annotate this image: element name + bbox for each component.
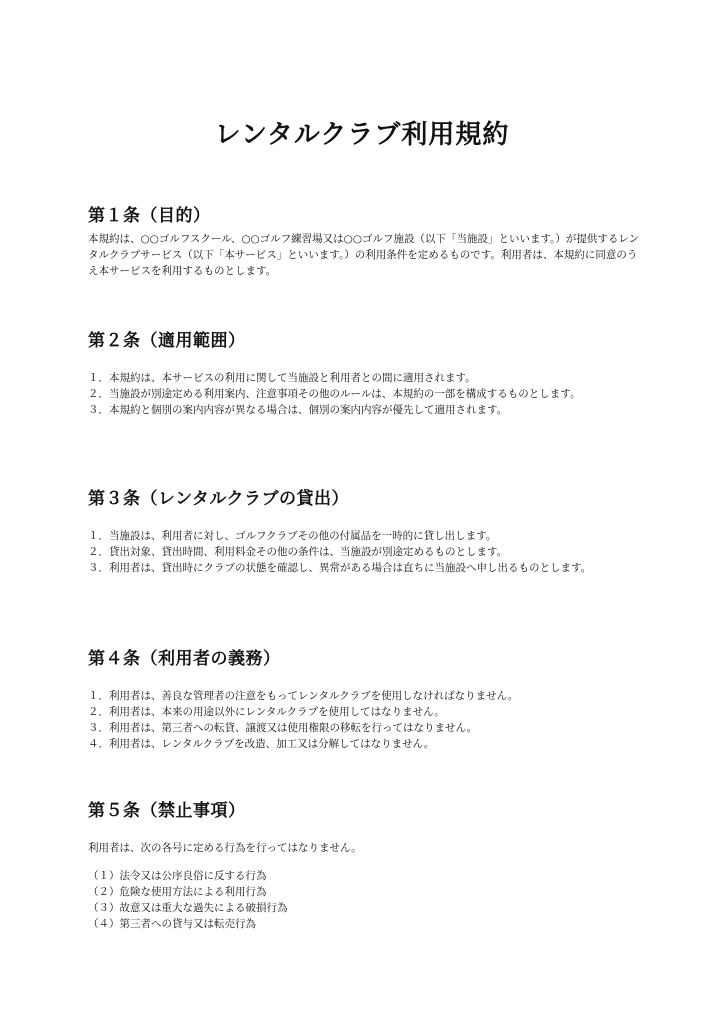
article-5-list xyxy=(88,868,640,932)
article-1 xyxy=(88,205,640,279)
document-title: レンタルクラブ利用規約 xyxy=(214,120,510,150)
list-item: ３．本規約と個別の案内内容が異なる場合は、個別の案内内容が優先して適用されます。 xyxy=(88,404,508,416)
article-2-heading: 第２条（適用範囲） xyxy=(88,331,246,351)
list-item: ２．当施設が別途定める利用案内、注意事項その他のルールは、本規約の一部を構成するものとします。 xyxy=(88,388,581,400)
list-item: （４）第三者への貸与又は転売行為 xyxy=(88,918,256,930)
article-1-heading: 第１条（目的） xyxy=(88,206,211,226)
list-item: １．本規約は、本サービスの利用に関して当施設と利用者との間に適用されます。 xyxy=(88,372,476,384)
list-item: １．利用者は、善良な管理者の注意をもってレンタルクラブを使用しなければなりません。 xyxy=(88,690,519,702)
article-4-list xyxy=(88,688,640,752)
article-3-list xyxy=(88,528,640,576)
list-item: （１）法令又は公序良俗に反する行為 xyxy=(88,870,267,882)
article-1-body: 本規約は、○○ゴルフスクール、○○ゴルフ練習場又は○○ゴルフ施設（以下「当施設」といいます。）が提供するレンタルクラブサービス（以下「本サービス」といいます。）の利用条件を定めるものです。利用者は、本規約に同意のうえ本サービスを利用するものとします。 xyxy=(88,233,640,277)
article-4 xyxy=(88,648,640,752)
article-3 xyxy=(88,488,640,576)
article-4-heading: 第４条（利用者の義務） xyxy=(88,649,281,669)
article-5-heading: 第５条（禁止事項） xyxy=(88,801,246,821)
article-5-body: 利用者は、次の各号に定める行為を行ってはなりません。 xyxy=(88,842,362,854)
list-item: ２．貸出対象、貸出時間、利用料金その他の条件は、当施設が別途定めるものとします。 xyxy=(88,546,508,558)
article-2 xyxy=(88,330,640,418)
list-item: ３．利用者は、第三者への転貸、譲渡又は使用権限の移転を行ってはなりません。 xyxy=(88,722,478,734)
list-item: １．当施設は、利用者に対し、ゴルフクラブその他の付属品を一時的に貸し出します。 xyxy=(88,530,497,542)
article-5 xyxy=(88,800,640,932)
list-item: （３）故意又は重大な過失による破損行為 xyxy=(88,902,288,914)
article-3-heading: 第３条（レンタルクラブの貸出） xyxy=(88,489,350,509)
list-item: ３．利用者は、貸出時にクラブの状態を確認し、異常がある場合は直ちに当施設へ申し出るものとします。 xyxy=(88,562,592,574)
article-2-list xyxy=(88,370,640,418)
list-item: ４．利用者は、レンタルクラブを改造、加工又は分解してはなりません。 xyxy=(88,738,435,750)
list-item: （２）危険な使用方法による利用行為 xyxy=(88,886,267,898)
list-item: ２．利用者は、本来の用途以外にレンタルクラブを使用してはなりません。 xyxy=(88,706,445,718)
